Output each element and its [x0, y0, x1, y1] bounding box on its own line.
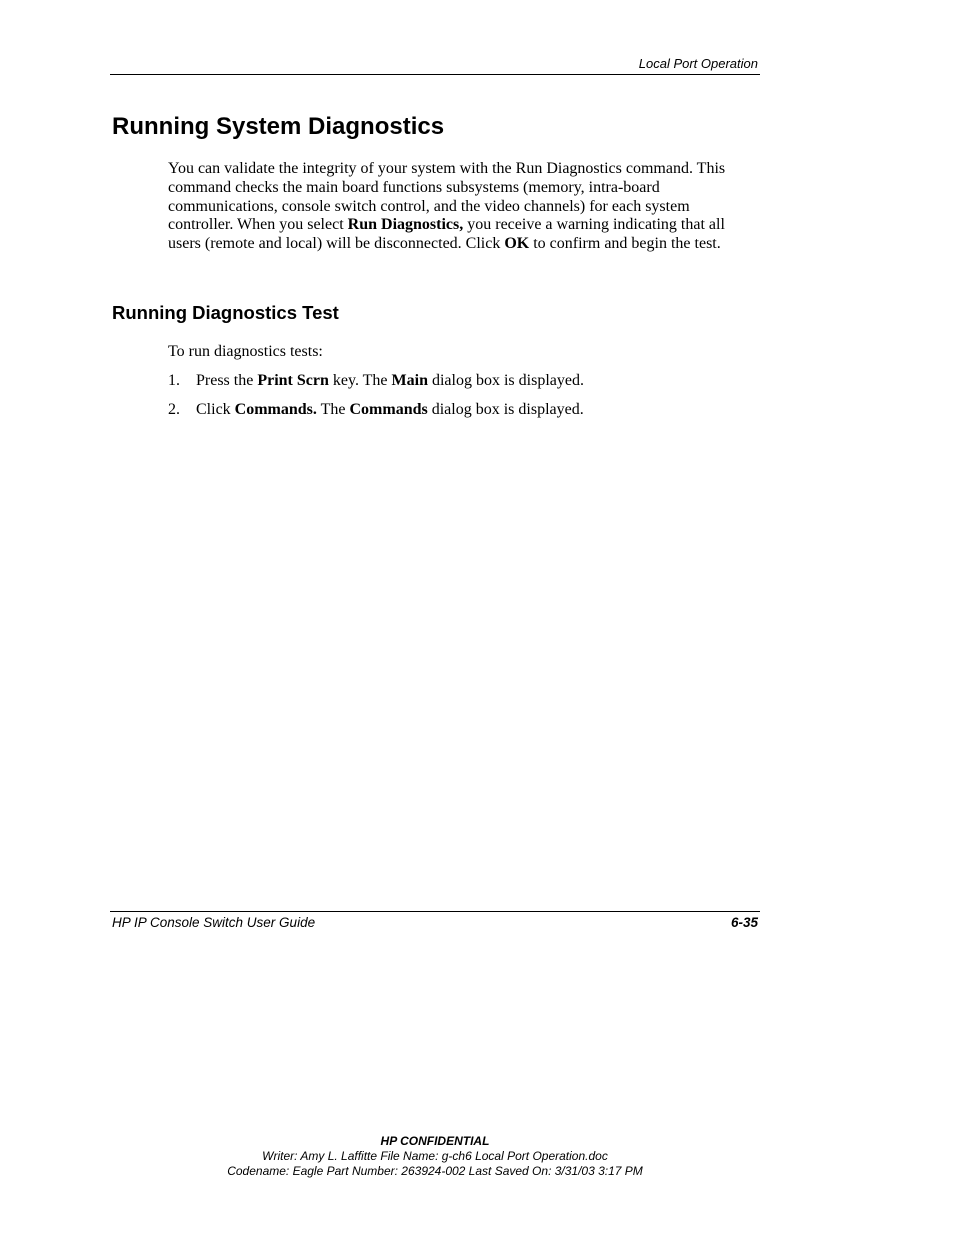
procedure-intro: To run diagnostics tests:	[168, 343, 323, 360]
confidential-codename-line: Codename: Eagle Part Number: 263924-002 Last Saved On: 3/31/03 3:17 PM	[227, 1164, 643, 1178]
confidential-label: HP CONFIDENTIAL	[380, 1134, 490, 1148]
section-subheading: Running Diagnostics Test	[112, 302, 339, 323]
step-text: Press the	[196, 372, 258, 389]
step-text: dialog box is displayed.	[427, 401, 584, 418]
step-number: 2.	[168, 401, 180, 418]
step-text: key. The	[328, 372, 392, 389]
footer-guide-title: HP IP Console Switch User Guide	[112, 915, 316, 930]
running-header: Local Port Operation	[638, 56, 758, 71]
paragraph-text-3: to confirm and begin the test.	[529, 235, 721, 253]
footer-rule	[110, 911, 760, 912]
list-item	[168, 401, 584, 419]
paragraph-text-1: You can validate the integrity of your system with the Run Diagnostics command. This command checks the main board functions subsystems (memory, intra-board communications, console switch control, and the video channels) for each system controller. When you select	[168, 160, 726, 234]
step-number: 1.	[168, 372, 180, 389]
body-paragraph	[168, 160, 758, 254]
step-bold: Main	[391, 372, 428, 389]
step-text: Click	[196, 401, 235, 418]
paragraph-text-2: you receive a warning indicating that all users (remote and local) will be disconnected. Click	[168, 216, 725, 253]
list-item	[168, 372, 584, 390]
step-bold: Print Scrn	[257, 372, 329, 389]
step-text: dialog box is displayed.	[427, 372, 584, 389]
header-rule	[110, 74, 760, 75]
page-title: Running System Diagnostics	[112, 113, 445, 140]
paragraph-bold-run-diagnostics: Run Diagnostics,	[347, 216, 464, 234]
step-bold: Commands	[349, 401, 428, 418]
footer-page-number: 6-35	[730, 915, 758, 930]
paragraph-bold-ok: OK	[504, 235, 530, 253]
confidential-writer-line: Writer: Amy L. Laffitte File Name: g-ch6 Local Port Operation.doc	[262, 1149, 608, 1163]
step-bold: Commands.	[234, 401, 317, 418]
step-text: The	[316, 401, 350, 418]
